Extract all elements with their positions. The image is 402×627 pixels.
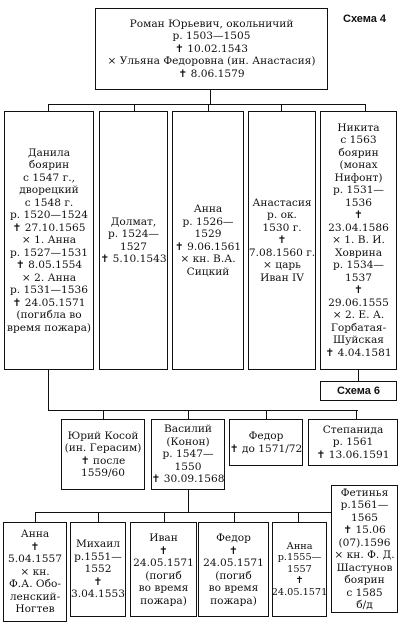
person-line: Фетинья bbox=[340, 486, 389, 499]
node-vasily bbox=[151, 419, 225, 490]
person-line: ✝ bbox=[159, 544, 168, 557]
person-line: р. 1520—1524 bbox=[9, 209, 89, 222]
connector bbox=[35, 512, 368, 513]
node-anna bbox=[172, 111, 244, 370]
person-line: × 2. Е. А. bbox=[332, 309, 385, 322]
person-line: р. 1534— bbox=[332, 259, 385, 272]
connector bbox=[358, 370, 359, 381]
person-line: боярин bbox=[28, 159, 70, 172]
person-line: с 1563 bbox=[340, 134, 377, 147]
person-line: × кн. Ф. Д. bbox=[334, 549, 395, 561]
person-line: 7.08.1560 г. bbox=[248, 246, 316, 259]
node-stepanida bbox=[308, 419, 398, 466]
person-line: Сицкий bbox=[186, 265, 230, 278]
person-line: 24.05.1571 bbox=[203, 557, 264, 569]
connector bbox=[234, 512, 235, 522]
person-line: дворецкий bbox=[19, 184, 79, 197]
person-line: ✝ 8.06.1579 bbox=[178, 67, 245, 80]
person-line: пожара) bbox=[210, 594, 257, 607]
person-line: Долмат, bbox=[110, 215, 157, 228]
person-line: 1557 bbox=[287, 563, 312, 575]
person-line: с 1548 г. bbox=[24, 196, 74, 209]
person-line: × 1. Анна bbox=[21, 234, 77, 247]
person-line: во время bbox=[208, 582, 259, 594]
person-line: Анна bbox=[20, 528, 50, 541]
person-line: (Конон) bbox=[166, 435, 210, 448]
person-line: 1550 bbox=[174, 460, 202, 473]
connector bbox=[356, 410, 357, 419]
person-line: 24.05.1571 bbox=[133, 557, 194, 569]
person-line: 1530 г. bbox=[262, 221, 302, 234]
person-line: ✝ 4.04.1581 bbox=[325, 346, 392, 359]
person-line: р.1551— bbox=[74, 550, 122, 563]
connector bbox=[103, 410, 104, 419]
person-line: ✝ bbox=[93, 575, 103, 588]
person-line: р. 1547— bbox=[162, 448, 214, 461]
person-line: Иван IV bbox=[260, 271, 304, 284]
person-line: 24.05.1571 bbox=[271, 586, 328, 598]
connector bbox=[188, 410, 189, 419]
person-line: (погиб bbox=[145, 569, 182, 582]
person-line: ✝ до 1571/72 bbox=[229, 442, 303, 455]
person-line: × царь bbox=[263, 259, 301, 272]
person-line: ✝ bbox=[277, 234, 287, 247]
person-line: 1559/60 bbox=[80, 467, 125, 479]
connector bbox=[48, 410, 358, 411]
node-ivan bbox=[130, 522, 197, 617]
node-nikita bbox=[320, 111, 397, 370]
person-line: Анастасия bbox=[252, 196, 312, 209]
connector bbox=[210, 90, 211, 104]
person-line: 3.04.1553 bbox=[71, 588, 125, 601]
node-roman bbox=[95, 8, 328, 90]
person-line: Нифонт) bbox=[334, 171, 383, 184]
person-line: (ин. Герасим) bbox=[64, 442, 142, 454]
person-line: ✝ 5.10.1543 bbox=[100, 253, 167, 265]
person-line: ✝ 15.06 bbox=[343, 524, 386, 536]
person-line: б/д bbox=[356, 599, 373, 611]
person-line: ✝ после bbox=[80, 454, 126, 467]
person-line: (погибла во bbox=[16, 309, 82, 322]
person-line: ✝ bbox=[30, 540, 40, 553]
person-line: ✝ 13.06.1591 bbox=[316, 448, 390, 461]
person-line: 1537 bbox=[345, 271, 372, 284]
person-line: ✝ 10.02.1543 bbox=[175, 42, 248, 55]
person-line: пожара) bbox=[140, 594, 187, 607]
node-dolmat bbox=[99, 111, 168, 370]
person-line: Ногтев bbox=[15, 603, 55, 616]
node-mikhail bbox=[70, 522, 126, 617]
person-line: р. 1503—1505 bbox=[172, 30, 251, 43]
connector bbox=[164, 512, 165, 522]
person-line: Федор bbox=[248, 430, 284, 442]
node-yuri bbox=[61, 419, 145, 490]
person-line: 23.04.1586 bbox=[328, 221, 389, 234]
person-line: р.1555— bbox=[277, 552, 322, 564]
person-line: Ховрина bbox=[334, 246, 383, 259]
person-line: × кн. В.А. bbox=[180, 253, 236, 265]
person-line: Василий bbox=[164, 423, 212, 436]
person-line: Федор bbox=[216, 532, 251, 544]
node-fedor bbox=[229, 419, 303, 466]
person-line: Горбатая- bbox=[330, 321, 387, 334]
node-danila bbox=[4, 111, 94, 370]
person-line: ✝ bbox=[354, 284, 363, 297]
node-anastasia bbox=[248, 111, 316, 370]
person-line: ✝ bbox=[354, 209, 363, 222]
connector bbox=[298, 512, 299, 522]
person-line: × кн. bbox=[20, 565, 50, 578]
person-line: Шастунов bbox=[336, 561, 393, 574]
node-anna-second bbox=[272, 522, 327, 617]
person-line: ✝ 27.10.1565 bbox=[12, 221, 86, 234]
person-line: боярин bbox=[344, 574, 385, 586]
person-line: (монах bbox=[339, 159, 378, 172]
person-line: время пожара) bbox=[6, 321, 92, 334]
person-line: (погиб bbox=[215, 569, 252, 582]
person-line: Степанида bbox=[322, 423, 384, 436]
person-line: р. 1527—1531 bbox=[9, 246, 89, 259]
connector bbox=[48, 370, 49, 410]
person-line: боярин bbox=[338, 146, 379, 159]
person-line: с 1547 г., bbox=[23, 171, 75, 184]
person-line: с 1585 bbox=[346, 586, 383, 599]
person-line: 29.06.1555 bbox=[328, 296, 389, 309]
person-line: Шуйская bbox=[333, 334, 384, 347]
person-line: р. ок. bbox=[267, 209, 297, 222]
scheme-label: Схема 4 bbox=[343, 13, 387, 25]
person-line: Никита bbox=[337, 121, 380, 134]
person-line: во время bbox=[138, 582, 189, 594]
person-line: ✝ bbox=[295, 575, 304, 587]
person-line: ✝ 8.05.1554 bbox=[15, 259, 83, 272]
person-line: ленский- bbox=[9, 590, 61, 603]
person-line: Анна bbox=[193, 203, 223, 215]
person-line: р.1561— bbox=[340, 499, 389, 511]
person-line: × 2. Анна bbox=[21, 271, 77, 284]
person-line: 1565 bbox=[351, 511, 378, 524]
person-line: р. 1524— bbox=[107, 228, 160, 240]
connector bbox=[48, 104, 366, 105]
person-line: 1552 bbox=[84, 563, 112, 576]
person-line: Анна bbox=[286, 540, 313, 552]
person-line: Иван bbox=[149, 532, 178, 544]
person-line: 1527 bbox=[120, 240, 147, 253]
connector bbox=[188, 490, 189, 512]
connector bbox=[35, 512, 36, 522]
person-line: Роман Юрьевич, окольничий bbox=[129, 17, 294, 30]
person-line: 1529 bbox=[194, 228, 222, 240]
person-line: ✝ bbox=[229, 544, 238, 557]
person-line: Юрий Косой bbox=[67, 429, 139, 442]
person-line: ✝ 9.06.1561 bbox=[174, 240, 242, 253]
person-line: × Ульяна Федоровна (ин. Анастасия) bbox=[107, 55, 316, 68]
node-fedor-son bbox=[198, 522, 269, 617]
connector bbox=[266, 410, 267, 419]
node-anna-daughter bbox=[3, 522, 67, 622]
person-line: Ф.А. Обо- bbox=[9, 578, 61, 591]
person-line: (07).1596 bbox=[338, 536, 391, 549]
node-fetinya bbox=[331, 485, 398, 613]
person-line: 5.04.1557 bbox=[8, 553, 62, 566]
person-line: Михаил bbox=[76, 538, 120, 551]
person-line: р. 1531— bbox=[332, 184, 385, 197]
person-line: × 1. В. И. bbox=[332, 234, 385, 247]
scheme6-label: Схема 6 bbox=[320, 381, 397, 401]
person-line: р. 1526— bbox=[182, 215, 234, 228]
person-line: Данила bbox=[27, 146, 71, 159]
person-line: 1536 bbox=[345, 196, 372, 209]
connector bbox=[98, 512, 99, 522]
person-line: ✝ 30.09.1568 bbox=[151, 473, 225, 486]
person-line: р. 1561 bbox=[332, 436, 374, 449]
person-line: р. 1531—1536 bbox=[9, 284, 89, 297]
person-line: ✝ 24.05.1571 bbox=[12, 296, 86, 309]
